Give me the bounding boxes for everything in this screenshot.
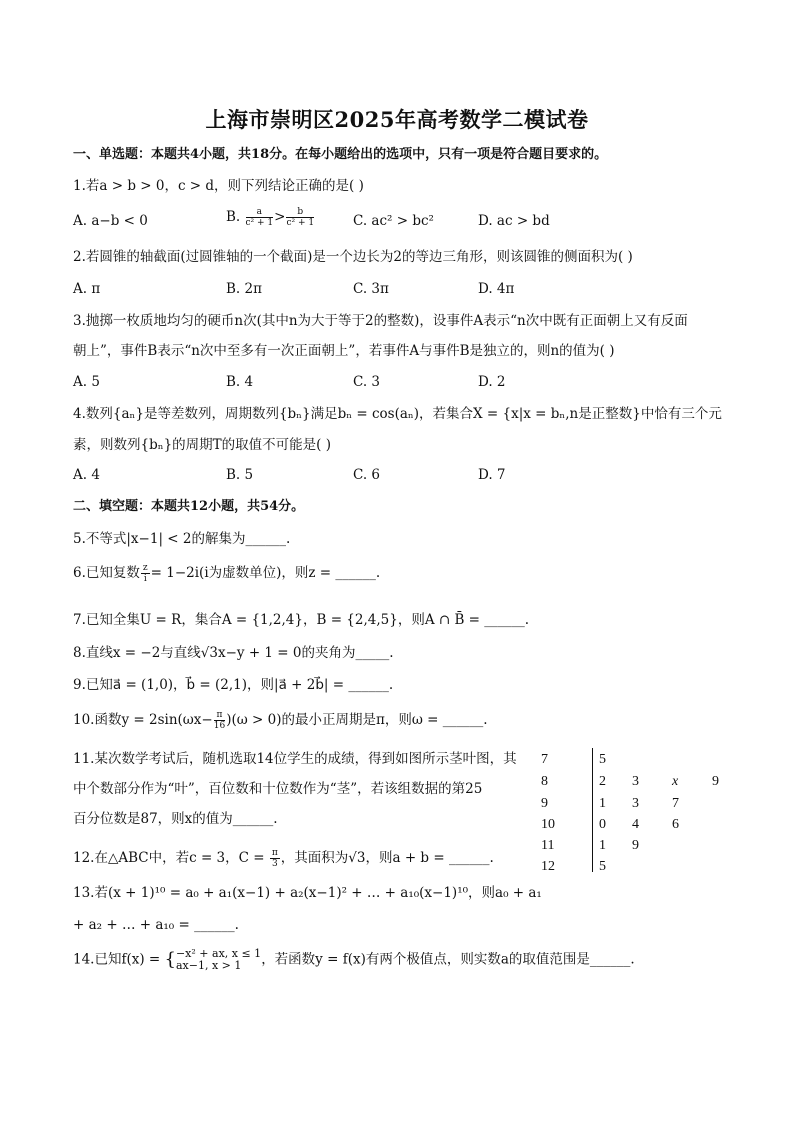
question-3-option-d: D. 2 — [478, 374, 506, 390]
fraction-numerator: b — [286, 207, 314, 218]
stem-row-5-leaf-1: 1 — [599, 838, 606, 853]
question-5: 5.不等式|x−1| < 2的解集为______. — [73, 531, 291, 547]
question-12-suffix: ，其面积为√3，则a + b = ______. — [280, 850, 494, 866]
piecewise-cases — [176, 948, 261, 972]
stem-row-1-stem: 7 — [541, 752, 548, 767]
fraction-numerator: a — [246, 207, 274, 218]
fraction-numerator: π — [271, 848, 278, 858]
stem-row-3-leaf-2: 3 — [632, 796, 639, 811]
question-4-option-b: B. 5 — [226, 467, 254, 483]
question-6-prefix: 6.已知复数 — [73, 565, 140, 581]
fraction-denominator: c² + 1 — [245, 218, 274, 228]
question-9: 9.已知a⃗ = (1,0)，b⃗ = (2,1)，则|a⃗ + 2b⃗| = ______. — [73, 677, 394, 693]
question-3-stem-line-1: 3.抛掷一枚质地均匀的硬币n次(其中n为大于等于2的整数)，设事件A表示“n次中既有正面朝上又有反面 — [73, 313, 688, 329]
question-4-stem-line-1: 4.数列{aₙ}是等差数列，周期数列{bₙ}满足bₙ = cos(aₙ)，若集合X = {x|x = bₙ,n是正整数}中恰有三个元 — [73, 406, 722, 422]
stem-row-1-leaf-1: 5 — [599, 752, 606, 767]
question-1-stem: 1.若a > b > 0，c > d，则下列结论正确的是( ) — [73, 178, 364, 194]
question-7: 7.已知全集U = R，集合A = {1,2,4}，B = {2,4,5}，则A ∩ B̄ = ______. — [73, 612, 530, 628]
question-1-option-a: A. a−b < 0 — [73, 213, 148, 229]
question-3-option-a: A. 5 — [73, 374, 100, 390]
question-3-option-b: B. 4 — [226, 374, 254, 390]
question-4-stem-line-2: 素，则数列{bₙ}的周期T的取值不可能是( ) — [73, 437, 331, 453]
section-heading-single-choice: 一、单选题：本题共4小题，共18分。在每小题给出的选项中，只有一项是符合题目要求的。 — [73, 147, 608, 162]
stem-row-2-leaf-2: 3 — [632, 774, 639, 789]
piecewise-case-2: ax−1, x > 1 — [175, 959, 242, 972]
stem-leaf-divider — [592, 748, 593, 872]
question-1-option-d: D. ac > bd — [478, 213, 550, 229]
stem-row-5-stem: 11 — [541, 838, 555, 853]
stem-row-3-leaf-3: 7 — [672, 796, 679, 811]
question-4-option-d: D. 7 — [478, 467, 506, 483]
stem-row-3-stem: 9 — [541, 796, 548, 811]
stem-row-3-leaf-1: 1 — [599, 796, 606, 811]
fraction-pi-over-16 — [214, 710, 225, 731]
stem-row-5-leaf-2: 9 — [632, 838, 639, 853]
question-3-stem-line-2: 朝上”，事件B表示“n次中至多有一次正面朝上”，若事件A与事件B是独立的，则n的值为( ) — [73, 343, 615, 359]
stem-row-2-leaf-3: x — [672, 774, 679, 789]
question-11-line-2: 中个数部分作为“叶”，百位数和十位数作为“茎”，若该组数据的第25 — [73, 781, 483, 797]
question-2-option-a: A. π — [73, 281, 101, 297]
fraction-numerator: z — [142, 563, 148, 573]
question-6 — [73, 563, 380, 584]
stem-row-2-leaf-1: 2 — [599, 774, 606, 789]
question-1-option-c: C. ac² > bc² — [353, 213, 434, 229]
fraction-a-over-c2 — [246, 207, 274, 228]
question-10-suffix: )(ω > 0)的最小正周期是π，则ω = ______. — [226, 712, 488, 728]
question-13-line-2: + a₂ + … + a₁₀ = ______. — [73, 917, 239, 933]
fraction-pi-over-3 — [270, 848, 280, 869]
question-12 — [73, 848, 494, 869]
fraction-b-over-c2 — [286, 207, 314, 228]
fraction-numerator: π — [214, 710, 225, 721]
question-6-suffix: = 1−2i(i为虚数单位)，则z = ______. — [150, 565, 381, 581]
stem-row-4-leaf-1: 0 — [599, 817, 606, 832]
fraction-z-over-i — [141, 563, 150, 584]
stem-row-4-stem: 10 — [541, 817, 555, 832]
question-10 — [73, 710, 488, 731]
section-heading-fill-blank: 二、填空题：本题共12小题，共54分。 — [73, 499, 305, 514]
question-2-stem: 2.若圆锥的轴截面(过圆锥轴的一个截面)是一个边长为2的等边三角形，则该圆锥的侧面积为( ) — [73, 249, 633, 265]
question-4-option-c: C. 6 — [353, 467, 381, 483]
stem-row-4-leaf-3: 6 — [672, 817, 679, 832]
question-11-line-1: 11.某次数学考试后，随机选取14位学生的成绩，得到如图所示茎叶图，其 — [73, 751, 517, 767]
question-13-line-1: 13.若(x + 1)¹⁰ = a₀ + a₁(x−1) + a₂(x−1)² + … + a₁₀(x−1)¹⁰，则a₀ + a₁ — [73, 885, 542, 901]
page-title: 上海市崇明区2025年高考数学二模试卷 — [205, 107, 589, 132]
question-14-prefix: 14.已知f(x) = — [73, 951, 165, 968]
question-3-option-c: C. 3 — [353, 374, 381, 390]
question-2-option-b: B. 2π — [226, 281, 262, 297]
question-8: 8.直线x = −2与直线√3x−y + 1 = 0的夹角为_____. — [73, 645, 394, 661]
question-10-prefix: 10.函数y = 2sin(ωx− — [73, 712, 213, 728]
question-12-prefix: 12.在△ABC中，若c = 3，C = — [73, 850, 269, 866]
stem-row-2-stem: 8 — [541, 774, 548, 789]
fraction-denominator: 3 — [271, 859, 278, 869]
question-14 — [73, 948, 635, 972]
stem-row-6-leaf-1: 5 — [599, 859, 606, 874]
fraction-denominator: 16 — [213, 721, 226, 731]
piecewise-case-1: −x² + ax, x ≤ 1 — [175, 947, 262, 960]
fraction-denominator: c² + 1 — [286, 218, 315, 228]
question-2-option-c: C. 3π — [353, 281, 389, 297]
stem-row-6-stem: 12 — [541, 859, 555, 874]
question-4-option-a: A. 4 — [73, 467, 100, 483]
piecewise-brace: { — [164, 949, 176, 970]
question-14-suffix: ，若函数y = f(x)有两个极值点，则实数a的取值范围是______. — [261, 951, 635, 968]
question-11-line-3: 百分位数是87，则x的值为______. — [73, 811, 278, 827]
stem-row-4-leaf-2: 4 — [632, 817, 639, 832]
fraction-denominator: i — [143, 574, 147, 584]
option-b-label: B. — [226, 209, 241, 225]
question-1-option-b: B. $\frac{a}{\text{c² + 1}}$ > $\frac{b}{\text{c² + 1}}$ — [226, 207, 315, 228]
stem-row-2-leaf-4: 9 — [712, 774, 719, 789]
question-2-option-d: D. 4π — [478, 281, 515, 297]
